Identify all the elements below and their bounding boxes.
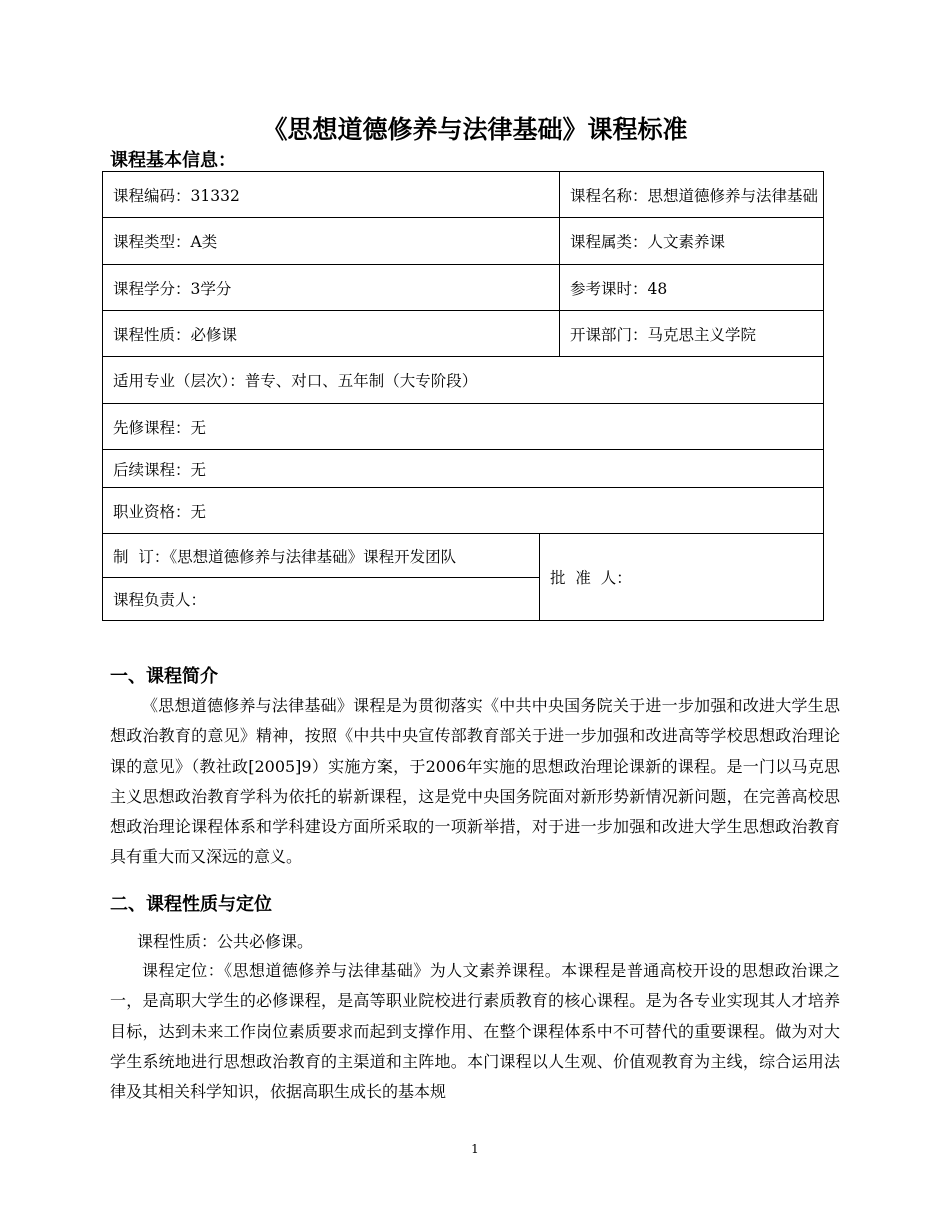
table-row <box>103 357 824 404</box>
document-title: 《思想道德修养与法律基础》课程标准 <box>262 115 688 144</box>
developer-cell: 制 订：《思想道德修养与法律基础》课程开发团队 <box>103 534 540 578</box>
course-type-cell: 课程类型：A类 <box>103 218 560 265</box>
table-row <box>103 218 824 265</box>
intro-paragraph: 《思想道德修养与法律基础》课程是为贯彻落实《中共中央国务院关于进一步加强和改进大学生思想政治教育的意见》精神，按照《中共中央宣传部教育部关于进一步加强和改进高等学校思想政治理论课的意见》（教社政[2005]9）实施方案，于2006年实施的思想政治理论课新的课程。是一门以马克思主义思想政治教育学科为依托的崭新课程，这是党中央国务院面对新形势新情况新问题，在完善高校思想政治理论课程体系和学科建设方面所采取的一项新举措，对于进一步加强和改进大学生思想政治教育具有重大而又深远的意义。 <box>110 696 840 867</box>
table-row <box>103 172 824 218</box>
person-in-charge-cell: 课程负责人： <box>103 578 540 621</box>
table-row <box>103 450 824 488</box>
nature-line: 课程性质：公共必修课。 <box>137 932 314 951</box>
course-name-cell: 课程名称：思想道德修养与法律基础 <box>560 172 824 218</box>
credits-cell: 课程学分：3学分 <box>103 265 560 311</box>
qualification-cell: 职业资格：无 <box>103 488 824 534</box>
majors-cell: 适用专业（层次）：普专、对口、五年制（大专阶段） <box>103 357 824 404</box>
table-row <box>103 311 824 357</box>
course-code-cell: 课程编码：31332 <box>103 172 560 218</box>
positioning-paragraph: 课程定位：《思想道德修养与法律基础》为人文素养课程。本课程是普通高校开设的思想政治课之一，是高职大学生的必修课程，是高等职业院校进行素质教育的核心课程。是为各专业实现其人才培养目标，达到未来工作岗位素质要求而起到支撑作用、在整个课程体系中不可替代的重要课程。做为对大学生系统地进行思想政治教育的主渠道和主阵地。本门课程以人生观、价值观教育为主线，综合运用法律及其相关科学知识，依据高职生成长的基本规 <box>110 961 840 1102</box>
department-cell: 开课部门：马克思主义学院 <box>560 311 824 357</box>
follow-up-cell: 后续课程：无 <box>103 450 824 488</box>
course-category-cell: 课程属类：人文素养课 <box>560 218 824 265</box>
section-heading-nature: 二、课程性质与定位 <box>110 894 272 915</box>
page-number: 1 <box>471 1142 479 1156</box>
prerequisite-cell: 先修课程：无 <box>103 404 824 450</box>
basic-info-heading: 课程基本信息： <box>110 150 236 171</box>
table-row <box>103 265 824 311</box>
hours-cell: 参考课时：48 <box>560 265 824 311</box>
section-heading-intro: 一、课程简介 <box>110 666 218 687</box>
table-row <box>103 488 824 534</box>
course-info-table <box>102 171 824 621</box>
table-row <box>103 404 824 450</box>
approver-cell: 批 准 人： <box>540 534 824 621</box>
table-row <box>103 534 824 578</box>
nature-cell: 课程性质：必修课 <box>103 311 560 357</box>
